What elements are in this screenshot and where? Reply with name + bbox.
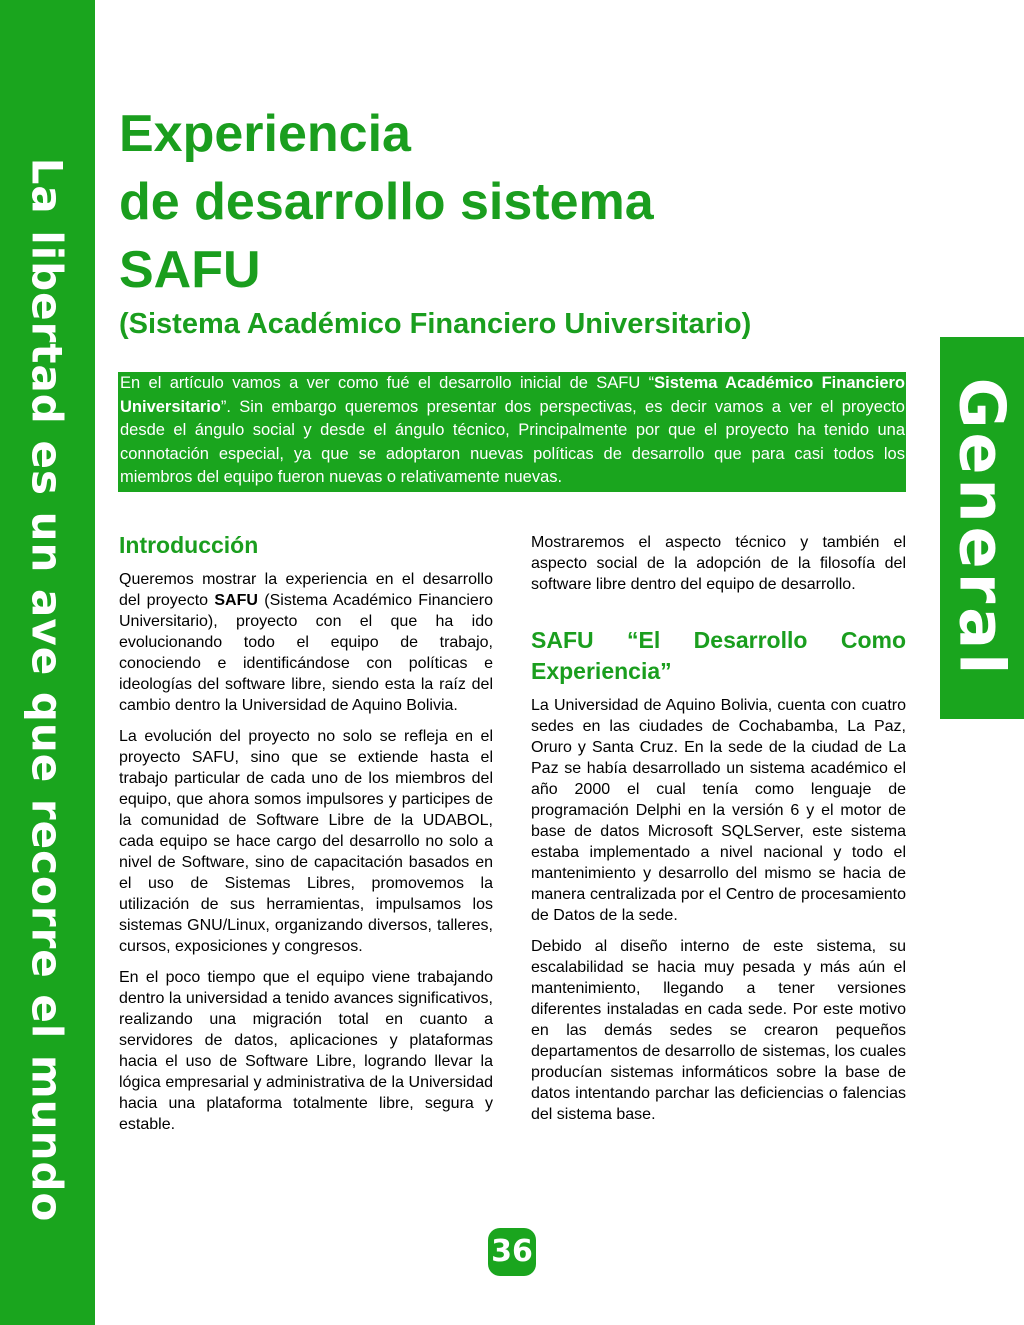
right-paragraph-0: Mostraremos el aspecto técnico y también el aspecto social de la adopción de la filosofía del software libre dentro del equipo de desarrollo. <box>531 534 906 593</box>
intro-paragraph-3: En el poco tiempo que el equipo viene trabajando dentro la universidad a tenido avances significativos, realizando una migración total en cuanto a servidores de datos, aplicaciones y plataformas hacia el uso de Software Libre, logrando llevar la lógica empresarial y administrativa de la Universidad hacia una plataforma totalmente libre, segura y estable. <box>119 969 493 1133</box>
section-tab-label: General <box>945 377 1019 679</box>
page-number: 36 <box>488 1228 536 1276</box>
lead-paragraph <box>118 372 906 492</box>
right-paragraph-1: La Universidad de Aquino Bolivia, cuenta con cuatro sedes en las ciudades de Cochabamba, La Paz, Oruro y Santa Cruz. En la sede de la ciudad de La Paz se había desarrollado un sistema académico el año 2000 el cual tenía como lenguaje de programación Delphi en la versión 6 y el motor de base de datos Microsoft SQLServer, este sistema estaba implementado a nivel nacional y todo el mantenimiento y desarrollo del mismo se hacia de manera centralizada por el Centro de procesamiento de Datos de la sede. <box>531 697 906 924</box>
safu-heading: SAFU “El Desarrollo Como Experiencia” <box>531 627 906 684</box>
intro-p1-text-a: Queremos mostrar la experiencia en el desarrollo del proyecto <box>119 571 493 609</box>
right-paragraph-2: Debido al diseño interno de este sistema, su escalabilidad se hacia muy pesada y más aún el mantenimiento, llegando a tener versiones diferentes instaladas en cada sede. Por este motivo en las demás sedes se crearon pequeños departamentos de desarrollo de sistemas, los cuales producían sistemas informáticos sobre la base de datos intentando parchar las deficiencias o falencias del sistema base. <box>531 938 906 1123</box>
left-column <box>119 530 493 1145</box>
title-line-1: Experiencia <box>119 105 411 163</box>
section-tab <box>940 337 1024 719</box>
lead-bold: Sistema Académico Financiero Universitario <box>120 374 906 416</box>
intro-heading: Introducción <box>119 532 259 558</box>
sidebar-band <box>0 0 95 1325</box>
article-title <box>119 100 919 304</box>
lead-text-2: ”. Sin embargo queremos presentar dos perspectivas, es decir vamos a ver el proyecto desde el ángulo social y desde el ángulo técnico, Principalmente por que el proyecto ha tenido una connotación especial, ya que se adoptaron nuevas políticas de desarrollo que para casi todos los miembros del equipo fueron nuevas o relativamente nuevas. <box>120 397 905 486</box>
title-line-2: de desarrollo sistema <box>119 173 654 231</box>
intro-p1-text-b: (Sistema Académico Financiero Universitario), proyecto con el que ha ido evolucionando todo el equipo de trabajo, conociendo e identificándose con políticas e ideologías del software libre, siendo esta la raíz del cambio dentro la Universidad de Aquino Bolivia. <box>119 592 494 714</box>
right-column <box>531 532 906 1135</box>
intro-p1-bold: SAFU <box>214 592 258 609</box>
title-line-3: SAFU <box>119 241 261 299</box>
lead-text-1: En el artículo vamos a ver como fué el desarrollo inicial de SAFU “ <box>120 374 655 392</box>
intro-paragraph-1 <box>119 569 493 716</box>
article-subtitle: (Sistema Académico Financiero Universitario) <box>119 308 752 340</box>
sidebar-slogan: La libertad es un ave que recorre el mundo <box>22 157 72 1223</box>
intro-paragraph-2: La evolución del proyecto no solo se refleja en el proyecto SAFU, sino que se extiende hasta el trabajo particular de cada uno de los miembros del equipo, que ahora somos impulsores y participes de la comunidad de Software Libre de la UDABOL, cada equipo se hace cargo del desarrollo no solo a nivel de Software, sino de capacitación basados en el uso de Sistemas Libres, promovemos la utilización de sus herramientas, impulsamos los sistemas GNU/Linux, organizando diversos, talleres, cursos, exposiciones y congresos. <box>119 728 493 955</box>
